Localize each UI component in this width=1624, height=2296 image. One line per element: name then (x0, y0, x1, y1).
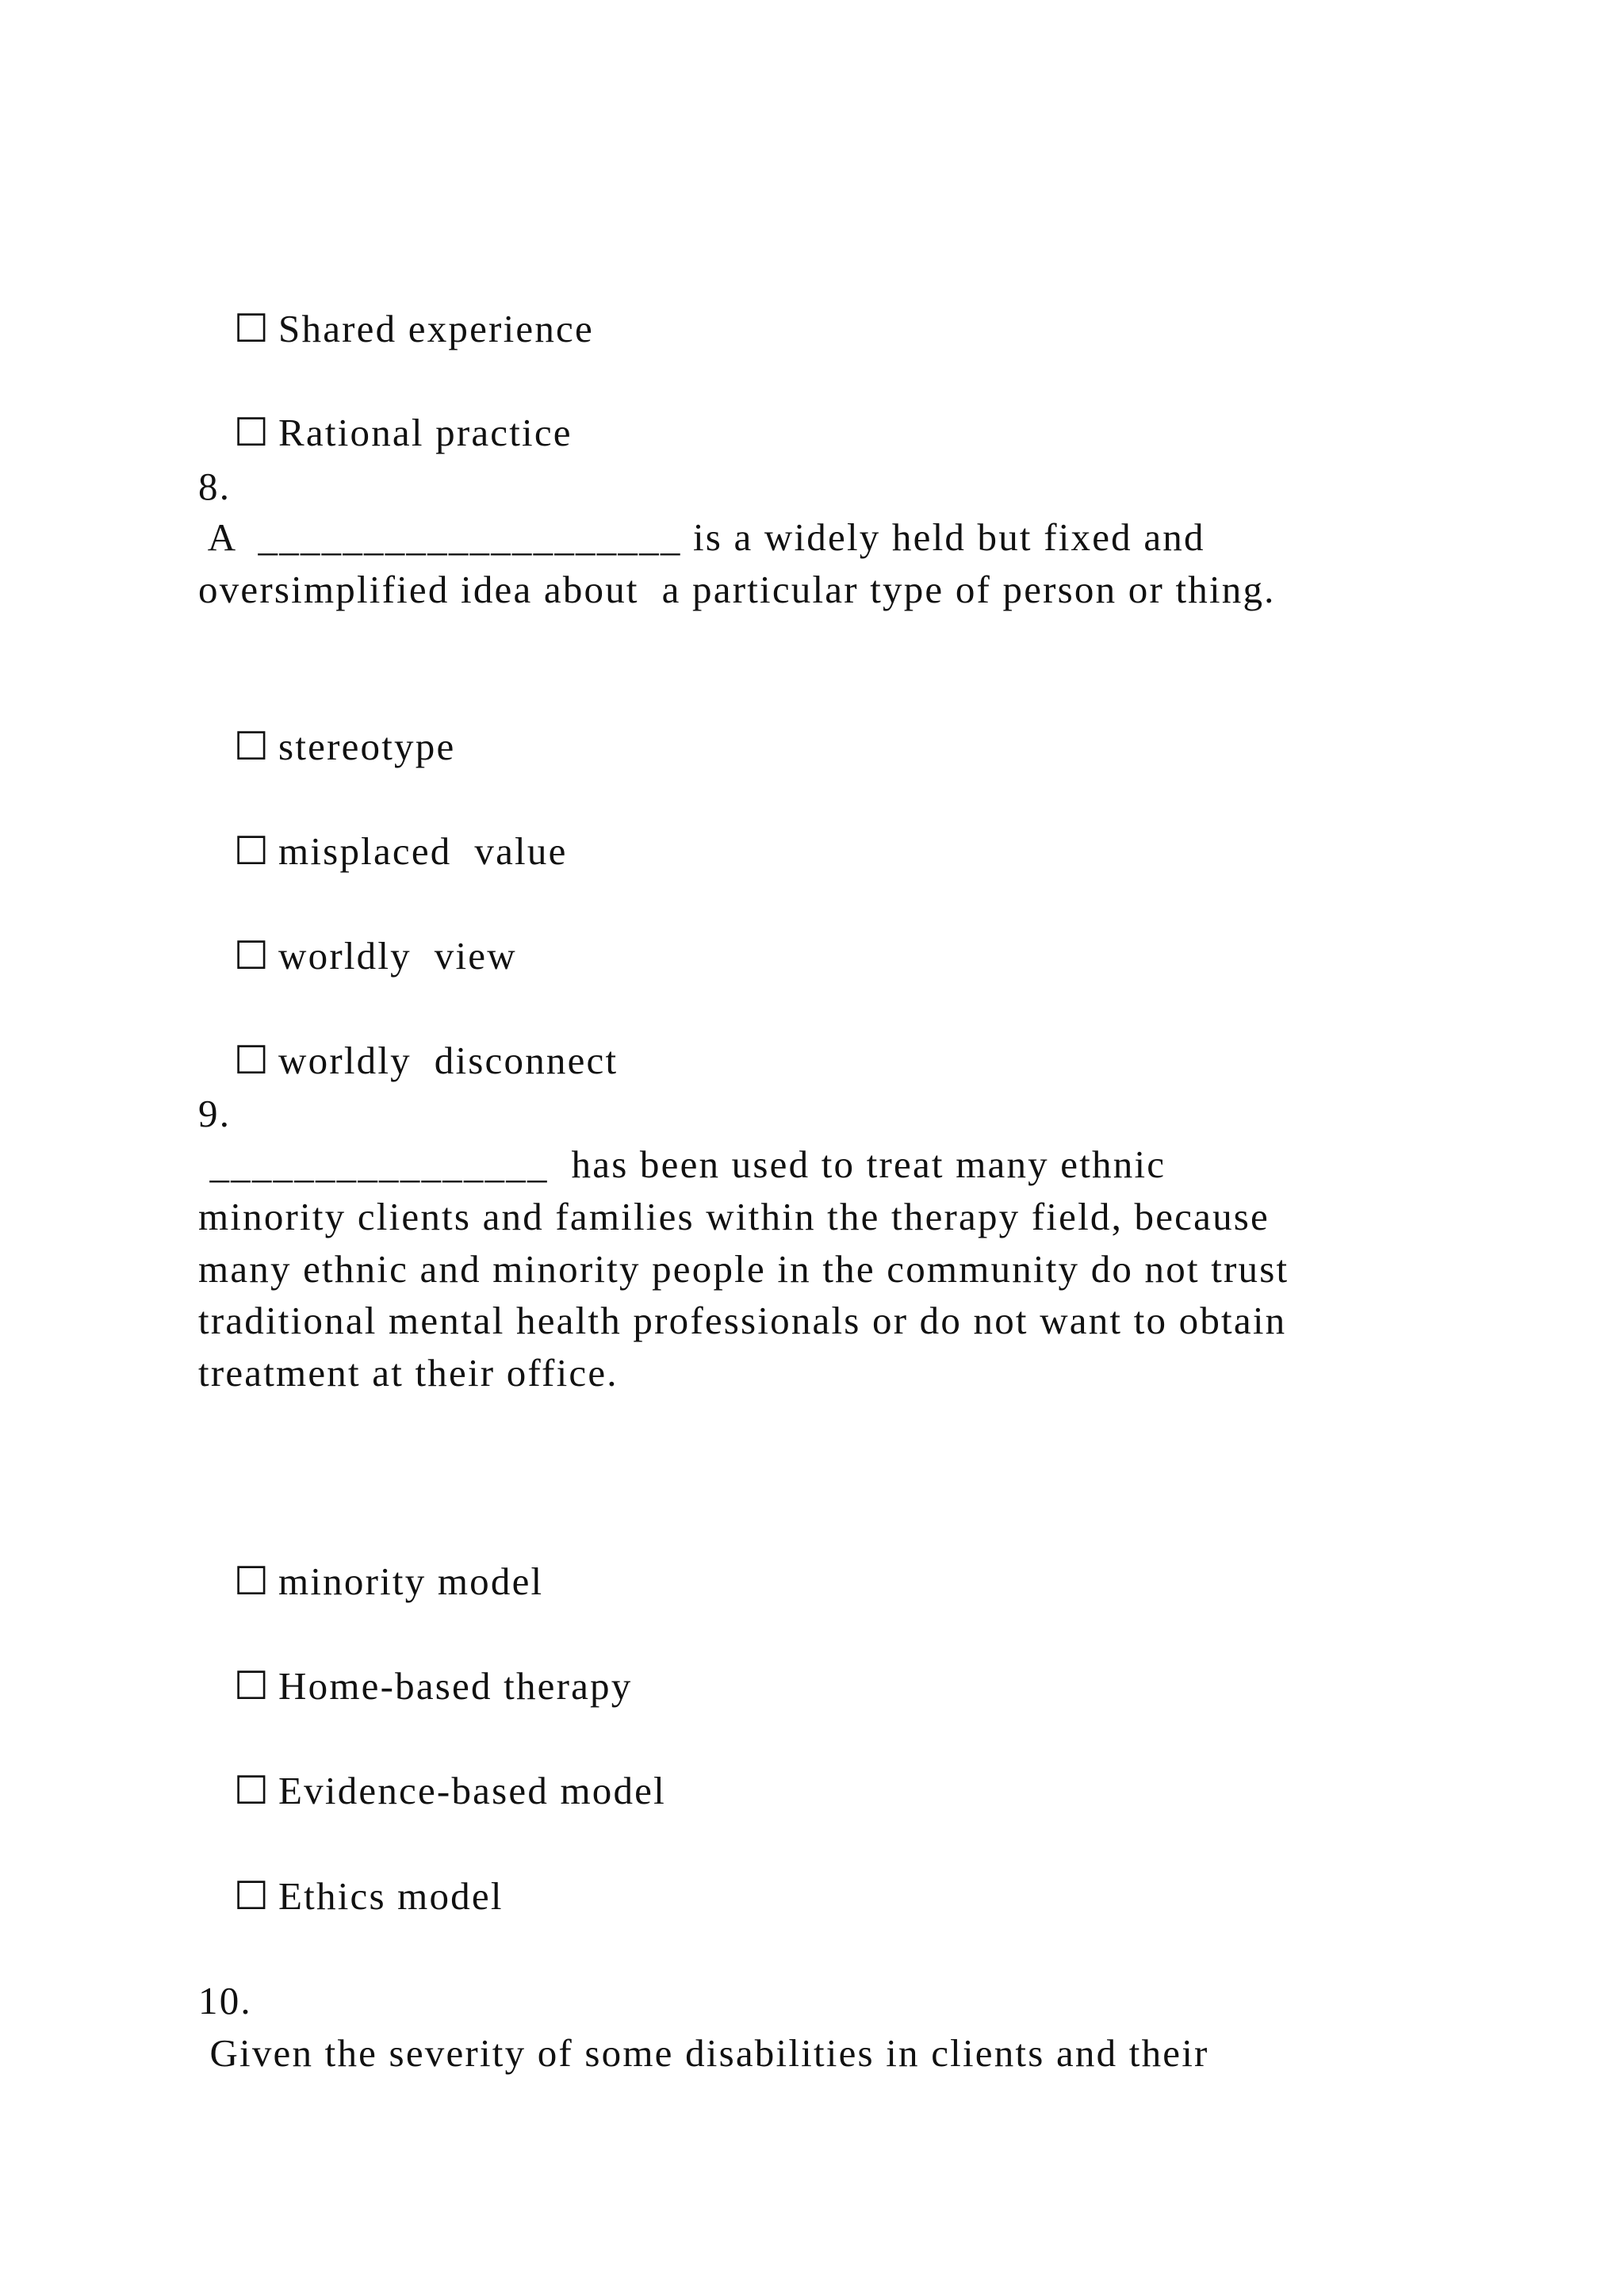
checkbox-icon[interactable]: ☐ (233, 1559, 271, 1603)
q7-option-2[interactable] (211, 354, 573, 459)
checkbox-icon[interactable]: ☐ (233, 307, 271, 350)
checkbox-icon[interactable]: ☐ (233, 934, 271, 978)
q9-text-line-2: minority clients and families within the therapy field, because (198, 1195, 1270, 1238)
q9-number: 9. (198, 1092, 232, 1135)
option-label: Home-based therapy (278, 1664, 633, 1708)
q9-text-line-5: treatment at their office. (198, 1351, 619, 1395)
q8-option-4[interactable] (211, 982, 618, 1087)
option-label: Ethics model (278, 1874, 504, 1918)
option-label: Evidence-based model (278, 1769, 666, 1812)
q9-text-line-3: many ethnic and minority people in the community do not trust (198, 1247, 1289, 1291)
q9-option-4[interactable] (211, 1818, 504, 1923)
q7-option-1[interactable] (211, 251, 594, 355)
checkbox-icon[interactable]: ☐ (233, 725, 271, 768)
q8-option-1[interactable] (211, 668, 455, 773)
checkbox-icon[interactable]: ☐ (233, 1039, 271, 1082)
option-label: stereotype (278, 725, 456, 768)
option-label: Rational practice (278, 411, 573, 454)
q8-number: 8. (198, 465, 232, 508)
checkbox-icon[interactable]: ☐ (233, 1769, 271, 1812)
checkbox-icon[interactable]: ☐ (233, 829, 271, 873)
q9-text-line-4: traditional mental health professionals or do not want to obtain (198, 1299, 1287, 1342)
option-label: Shared experience (278, 307, 594, 350)
q10-number: 10. (198, 1979, 252, 2022)
q8-option-3[interactable] (211, 878, 517, 982)
q9-text-line-1: ________________ has been used to treat many ethnic (198, 1142, 1166, 1186)
option-label: minority model (278, 1559, 544, 1603)
checkbox-icon[interactable]: ☐ (233, 1664, 271, 1708)
q10-text-line-1: Given the severity of some disabilities in clients and their (198, 2031, 1209, 2075)
option-label: worldly view (278, 934, 517, 978)
option-label: misplaced value (278, 829, 568, 873)
checkbox-icon[interactable]: ☐ (233, 411, 271, 454)
q8-text-line-1: A ____________________ is a widely held but fixed and (198, 515, 1205, 559)
option-label: worldly disconnect (278, 1039, 619, 1082)
q9-option-3[interactable] (211, 1712, 666, 1817)
q9-option-2[interactable] (211, 1608, 632, 1712)
q9-option-1[interactable] (211, 1503, 543, 1608)
q8-option-2[interactable] (211, 773, 568, 878)
checkbox-icon[interactable]: ☐ (233, 1874, 271, 1918)
q8-text-line-2: oversimplified idea about a particular type of person or thing. (198, 568, 1276, 611)
